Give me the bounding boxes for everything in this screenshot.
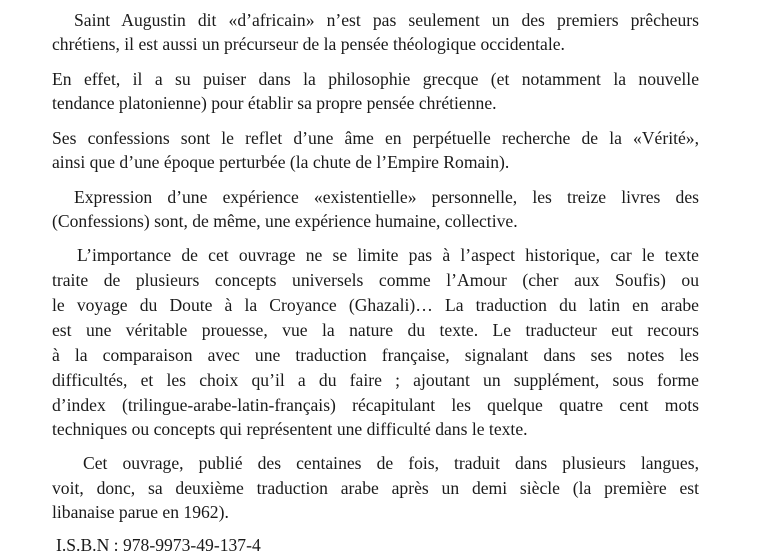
paragraph-2-line-1: En effet, il a su puiser dans la philosophie grecque (et notamment la nouvelle — [52, 69, 699, 89]
paragraph-4-line-1: Expression d’une expérience «existentielle» personnelle, les treize livres des — [74, 187, 699, 207]
paragraph-5-line-1: L’importance de cet ouvrage ne se limite pas à l’aspect historique, car le texte — [77, 245, 699, 265]
paragraph-5-line-8: techniques ou concepts qui représentent une difficulté dans le texte. — [52, 419, 528, 439]
paragraph-1-line-2: chrétiens, il est aussi un précurseur de la pensée théologique occidentale. — [52, 34, 565, 54]
paragraph-5-line-6: difficultés, et les choix qu’il a du faire ; ajoutant un supplément, sous forme — [52, 370, 699, 390]
paragraph-5-line-3: le voyage du Doute à la Croyance (Ghazali)… La traduction du latin en arabe — [52, 295, 699, 315]
paragraph-5-line-5: à la comparaison avec une traduction française, signalant dans ses notes les — [52, 345, 699, 365]
isbn-line: I.S.B.N : 978-9973-49-137-4 — [56, 535, 261, 555]
paragraph-5-line-4: est une véritable prouesse, vue la nature du texte. Le traducteur eut recours — [52, 320, 699, 340]
paragraph-2-line-2: tendance platonienne) pour établir sa propre pensée chrétienne. — [52, 93, 497, 113]
paragraph-6-line-1: Cet ouvrage, publié des centaines de fois, traduit dans plusieurs langues, — [83, 453, 699, 473]
paragraph-3-line-1: Ses confessions sont le reflet d’une âme en perpétuelle recherche de la «Vérité», — [52, 128, 699, 148]
paragraph-3-line-2: ainsi que d’une époque perturbée (la chute de l’Empire Romain). — [52, 152, 510, 172]
paragraph-5-line-2: traite de plusieurs concepts universels comme l’Amour (cher aux Soufis) ou — [52, 270, 699, 290]
paragraph-6-line-2: voit, donc, sa deuxième traduction arabe après un demi siècle (la première est — [52, 478, 699, 498]
paragraph-4-line-2: (Confessions) sont, de même, une expérience humaine, collective. — [52, 211, 518, 231]
paragraph-6-line-3: libanaise parue en 1962). — [52, 502, 229, 522]
paragraph-5-line-7: d’index (trilingue-arabe-latin-français) récapitulant les quelque quatre cent mots — [52, 395, 699, 415]
paragraph-1-line-1: Saint Augustin dit «d’africain» n’est pas seulement un des premiers prêcheurs — [74, 10, 699, 30]
